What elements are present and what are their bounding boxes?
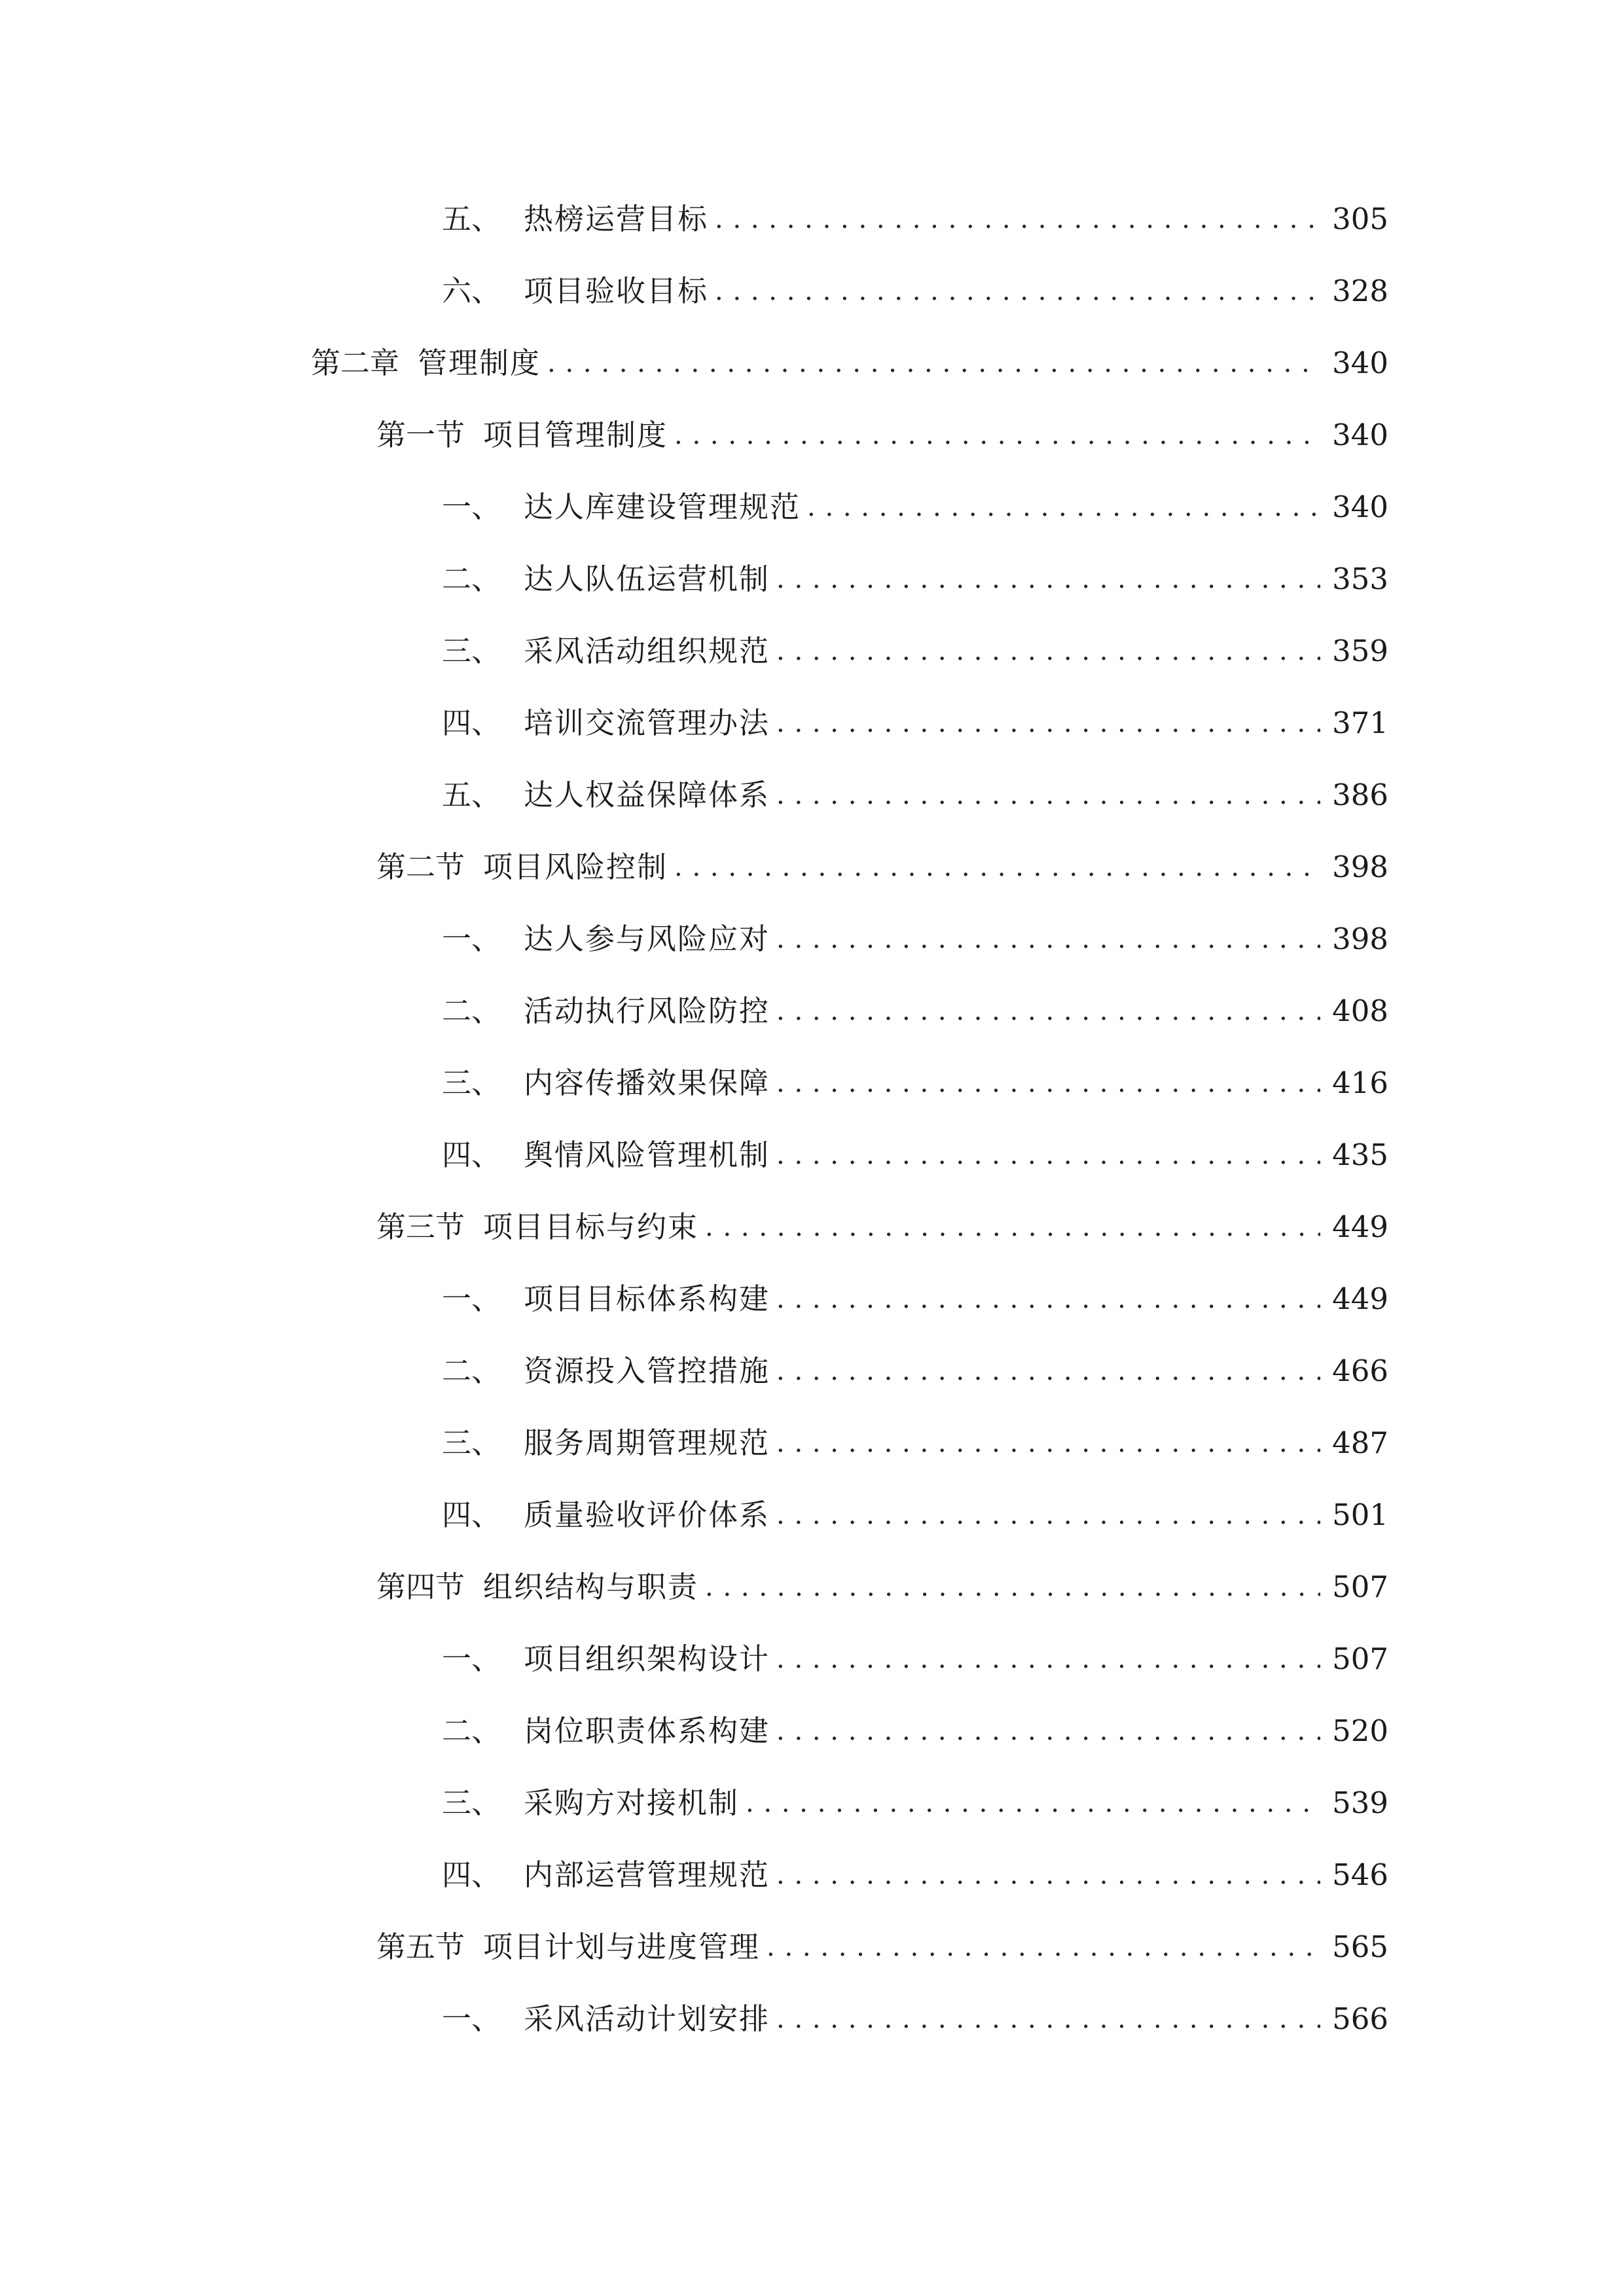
toc-entry-title: 达人权益保障体系	[524, 778, 770, 812]
toc-entry-title: 舆情风险管理机制	[524, 1138, 770, 1172]
toc-entry-title: 项目验收目标	[524, 274, 709, 308]
toc-entry-page: 539	[1332, 1785, 1388, 1820]
toc-entry-number: 四、	[442, 1138, 501, 1172]
toc-entry-number: 第五节	[376, 1929, 465, 1964]
toc-entry-section[interactable]	[376, 841, 1388, 893]
toc-entry-number: 三、	[442, 634, 501, 668]
toc-entry-title: 服务周期管理规范	[524, 1426, 770, 1460]
toc-dot-leader	[715, 265, 1320, 317]
toc-entry-page: 507	[1332, 1570, 1388, 1604]
toc-entry-page: 386	[1332, 778, 1388, 812]
toc-entry-page: 566	[1332, 2001, 1388, 2036]
toc-entry-number: 第二章	[311, 346, 400, 380]
toc-entry-title: 项目目标与约束	[483, 1210, 699, 1244]
toc-entry-page: 359	[1332, 634, 1388, 668]
toc-entry[interactable]	[442, 265, 1388, 317]
toc-entry-number: 四、	[442, 1857, 501, 1892]
toc-entry-page: 398	[1332, 850, 1388, 884]
toc-entry-title: 管理制度	[418, 346, 541, 380]
toc-dot-leader	[776, 1057, 1320, 1109]
toc-entry-number: 一、	[442, 1641, 501, 1676]
toc-entry-number: 第一节	[376, 418, 465, 452]
toc-entry-page: 328	[1332, 274, 1388, 308]
toc-entry-title: 采风活动组织规范	[524, 634, 770, 668]
toc-entry-chapter[interactable]	[311, 337, 1388, 389]
toc-dot-leader	[776, 985, 1320, 1037]
toc-dot-leader	[776, 769, 1320, 821]
toc-entry-title: 采购方对接机制	[524, 1785, 740, 1820]
toc-entry-page: 408	[1332, 994, 1388, 1028]
toc-dot-leader	[705, 1561, 1320, 1613]
toc-entry[interactable]	[442, 625, 1388, 677]
toc-entry-title: 达人队伍运营机制	[524, 562, 770, 596]
toc-dot-leader	[776, 1993, 1320, 2045]
toc-entry-page: 371	[1332, 706, 1388, 740]
toc-entry[interactable]	[442, 553, 1388, 605]
toc-entry[interactable]	[442, 1777, 1388, 1829]
toc-entry-number: 二、	[442, 1354, 501, 1388]
toc-entry-page: 501	[1332, 1498, 1388, 1532]
toc-entry[interactable]	[442, 1849, 1388, 1901]
toc-entry-title: 质量验收评价体系	[524, 1498, 770, 1532]
toc-entry-page: 520	[1332, 1713, 1388, 1748]
toc-entry-title: 活动执行风险防控	[524, 994, 770, 1028]
toc-entry[interactable]	[442, 1993, 1388, 2045]
toc-dot-leader	[776, 1273, 1320, 1325]
toc-dot-leader	[776, 553, 1320, 605]
toc-entry-page: 565	[1332, 1929, 1388, 1964]
toc-entry-title: 项目风险控制	[483, 850, 668, 884]
toc-entry[interactable]	[442, 481, 1388, 533]
toc-entry-page: 449	[1332, 1282, 1388, 1316]
toc-entry-number: 三、	[442, 1066, 501, 1100]
toc-entry-number: 五、	[442, 778, 501, 812]
toc-dot-leader	[746, 1777, 1320, 1829]
toc-entry-page: 340	[1332, 418, 1388, 452]
toc-entry-page: 507	[1332, 1641, 1388, 1676]
toc-entry[interactable]	[442, 1489, 1388, 1541]
toc-entry[interactable]	[442, 1273, 1388, 1325]
toc-dot-leader	[776, 1849, 1320, 1901]
toc-entry-page: 546	[1332, 1857, 1388, 1892]
toc-entry-number: 二、	[442, 1713, 501, 1748]
toc-entry-number: 二、	[442, 562, 501, 596]
toc-entry-number: 一、	[442, 922, 501, 956]
toc-entry-title: 岗位职责体系构建	[524, 1713, 770, 1748]
toc-entry[interactable]	[442, 913, 1388, 965]
toc-entry-title: 内部运营管理规范	[524, 1857, 770, 1892]
toc-entry-title: 采风活动计划安排	[524, 2001, 770, 2036]
toc-entry-section[interactable]	[376, 1561, 1388, 1613]
toc-dot-leader	[776, 913, 1320, 965]
toc-dot-leader	[705, 1201, 1320, 1253]
toc-entry-section[interactable]	[376, 1201, 1388, 1253]
toc-entry-title: 培训交流管理办法	[524, 706, 770, 740]
toc-dot-leader	[547, 337, 1320, 389]
toc-entry-page: 340	[1332, 346, 1388, 380]
toc-entry-title: 热榜运营目标	[524, 202, 709, 236]
toc-entry-page: 353	[1332, 562, 1388, 596]
toc-entry-page: 398	[1332, 922, 1388, 956]
toc-entry[interactable]	[442, 1705, 1388, 1757]
toc-entry-number: 四、	[442, 1498, 501, 1532]
toc-entry-number: 一、	[442, 2001, 501, 2036]
toc-entry[interactable]	[442, 1345, 1388, 1397]
toc-entry-title: 资源投入管控措施	[524, 1354, 770, 1388]
toc-entry-title: 项目组织架构设计	[524, 1641, 770, 1676]
toc-entry-title: 组织结构与职责	[483, 1570, 699, 1604]
toc-dot-leader	[674, 841, 1320, 893]
toc-entry-number: 六、	[442, 274, 501, 308]
toc-entry-page: 449	[1332, 1210, 1388, 1244]
toc-entry-title: 达人库建设管理规范	[524, 490, 801, 524]
toc-dot-leader	[776, 1633, 1320, 1685]
toc-entry[interactable]	[442, 1129, 1388, 1181]
toc-dot-leader	[776, 697, 1320, 749]
toc-entry-page: 435	[1332, 1138, 1388, 1172]
toc-dot-leader	[776, 625, 1320, 677]
toc-entry-number: 第四节	[376, 1570, 465, 1604]
toc-dot-leader	[807, 481, 1320, 533]
toc-entry-page: 487	[1332, 1426, 1388, 1460]
toc-dot-leader	[776, 1705, 1320, 1757]
toc-entry-title: 项目目标体系构建	[524, 1282, 770, 1316]
toc-entry[interactable]	[442, 193, 1388, 245]
toc-dot-leader	[776, 1129, 1320, 1181]
toc-entry[interactable]	[442, 1633, 1388, 1685]
toc-entry[interactable]	[442, 1057, 1388, 1109]
toc-entry-number: 二、	[442, 994, 501, 1028]
toc-entry[interactable]	[442, 769, 1388, 821]
toc-entry-number: 三、	[442, 1785, 501, 1820]
toc-entry-title: 项目管理制度	[483, 418, 668, 452]
toc-dot-leader	[674, 409, 1320, 461]
toc-dot-leader	[776, 1417, 1320, 1469]
toc-entry-title: 达人参与风险应对	[524, 922, 770, 956]
toc-entry-title: 内容传播效果保障	[524, 1066, 770, 1100]
toc-entry-page: 340	[1332, 490, 1388, 524]
toc-entry-page: 466	[1332, 1354, 1388, 1388]
toc-entry-number: 第二节	[376, 850, 465, 884]
toc-dot-leader	[767, 1921, 1320, 1973]
toc-entry-number: 三、	[442, 1426, 501, 1460]
toc-entry-number: 第三节	[376, 1210, 465, 1244]
toc-entry-section[interactable]	[376, 409, 1388, 461]
toc-entry-page: 416	[1332, 1066, 1388, 1100]
toc-entry-number: 一、	[442, 1282, 501, 1316]
toc-entry-section[interactable]	[376, 1921, 1388, 1973]
toc-entry[interactable]	[442, 1417, 1388, 1469]
toc-entry-number: 一、	[442, 490, 501, 524]
toc-entry-title: 项目计划与进度管理	[483, 1929, 761, 1964]
toc-entry-number: 五、	[442, 202, 501, 236]
toc-entry-number: 四、	[442, 706, 501, 740]
toc-entry[interactable]	[442, 985, 1388, 1037]
toc-entry-page: 305	[1332, 202, 1388, 236]
toc-dot-leader	[715, 193, 1320, 245]
toc-entry[interactable]	[442, 697, 1388, 749]
toc-dot-leader	[776, 1345, 1320, 1397]
toc-dot-leader	[776, 1489, 1320, 1541]
